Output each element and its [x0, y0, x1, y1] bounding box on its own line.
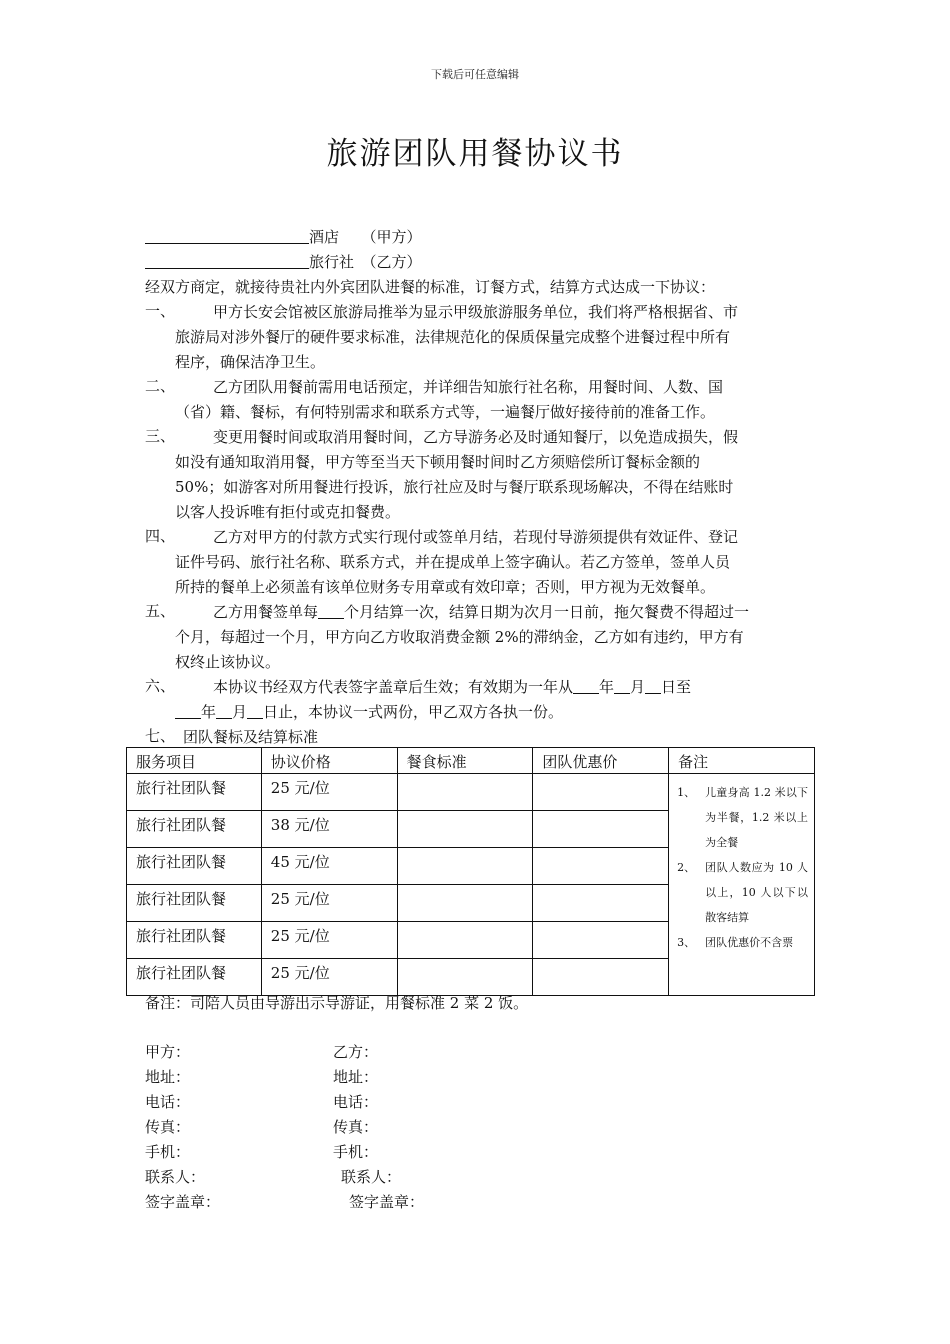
- clause-text: 证件号码、旅行社名称、联系方式，并在提成单上签字确认。若乙方签单，签单人员: [175, 553, 731, 571]
- party-b-line: [145, 250, 810, 275]
- party-b-field-label: 乙方：: [333, 1043, 379, 1061]
- start-year-blank[interactable]: [573, 676, 599, 694]
- rate-table: [126, 747, 815, 996]
- meal-standard-cell[interactable]: [397, 774, 533, 811]
- clause-text: 乙方团队用餐前需用电话预定，并详细告知旅行社名称，用餐时间、人数、国: [213, 378, 724, 396]
- clause-text: 本协议书经双方代表签字盖章后生效；有效期为一年从: [213, 678, 574, 696]
- end-day-blank[interactable]: [247, 701, 263, 719]
- clause-6: [145, 675, 810, 725]
- party-b-field-label: 联系人：: [341, 1168, 402, 1186]
- price-cell: 25 元/位: [261, 885, 397, 922]
- party-a-blank[interactable]: [145, 226, 309, 244]
- service-item-cell: 旅行社团队餐: [127, 959, 262, 996]
- signature-row: [145, 1190, 424, 1215]
- clause-number: 二、: [145, 377, 176, 395]
- table-header-row: [127, 748, 815, 774]
- party-a-label: 酒店 （甲方）: [309, 228, 422, 246]
- clause-text: 旅游局对涉外餐厅的硬件要求标准，法律规范化的保质保量完成整个进餐过程中所有: [175, 328, 731, 346]
- remark-text: 儿童身高 1.2 米以下为半餐，1.2 米以上为全餐: [705, 786, 808, 849]
- column-header: 餐食标准: [397, 748, 533, 774]
- party-a-field-label: 电话：: [145, 1093, 191, 1111]
- group-discount-cell[interactable]: [533, 959, 669, 996]
- clause-text: 个月，每超过一个月，甲方向乙方收取消费金额 2%的滞纳金，乙方如有违约，甲方有: [175, 628, 744, 646]
- clause-text: 以客人投诉唯有拒付或克扣餐费。: [175, 503, 401, 521]
- clause-text: 变更用餐时间或取消用餐时间，乙方导游务必及时通知餐厅，以免造成损失，假: [213, 428, 739, 446]
- months-blank[interactable]: [318, 601, 344, 619]
- clause-text: 个月结算一次，结算日期为次月一日前，拖欠餐费不得超过一: [344, 603, 750, 621]
- party-a-field-label: 联系人：: [145, 1168, 206, 1186]
- meal-standard-cell[interactable]: [397, 885, 533, 922]
- clause-number: 七、: [145, 727, 176, 745]
- remark-number: 3、: [677, 936, 696, 949]
- clause-5: [145, 600, 810, 675]
- clause-text: 团队餐标及结算标准: [183, 728, 319, 746]
- group-discount-cell[interactable]: [533, 811, 669, 848]
- remark-item: [677, 855, 808, 930]
- service-item-cell: 旅行社团队餐: [127, 848, 262, 885]
- intro-text: 经双方商定，就接待贵社内外宾团队进餐的标准，订餐方式，结算方式达成一下协议：: [145, 278, 716, 296]
- clause-text: 乙方对甲方的付款方式实行现付或签单月结，若现付导游须提供有效证件、登记: [213, 528, 739, 546]
- party-b-field-label: 手机：: [333, 1143, 379, 1161]
- party-b-label: 旅行社 （乙方）: [309, 253, 422, 271]
- group-discount-cell[interactable]: [533, 922, 669, 959]
- clause-number: 一、: [145, 302, 176, 320]
- meal-standard-cell[interactable]: [397, 811, 533, 848]
- header-note: 下载后可任意编辑: [431, 68, 519, 81]
- meal-standard-cell[interactable]: [397, 959, 533, 996]
- year-label: 年: [201, 703, 217, 721]
- party-b-field-label: 签字盖章：: [349, 1193, 425, 1211]
- price-cell: 45 元/位: [261, 848, 397, 885]
- clause-number: 四、: [145, 527, 176, 545]
- party-b-field-label: 电话：: [333, 1093, 379, 1111]
- month-label: 月: [630, 678, 646, 696]
- remark-number: 2、: [677, 861, 696, 874]
- party-a-field-label: 手机：: [145, 1143, 191, 1161]
- clause-text: 程序，确保洁净卫生。: [175, 353, 326, 371]
- party-a-field-label: 传真：: [145, 1118, 191, 1136]
- service-item-cell: 旅行社团队餐: [127, 774, 262, 811]
- remark-text: 团队人数应为 10 人以上，10 人以下以散客结算: [705, 861, 808, 924]
- meal-standard-cell[interactable]: [397, 848, 533, 885]
- remark-number: 1、: [677, 786, 696, 799]
- clause-number: 三、: [145, 427, 176, 445]
- start-day-blank[interactable]: [645, 676, 661, 694]
- agreement-body: [145, 225, 810, 750]
- day-label: 日至: [661, 678, 692, 696]
- clause-3: [145, 425, 810, 525]
- column-header: 团队优惠价: [533, 748, 669, 774]
- clause-text: 日止，本协议一式两份，甲乙双方各执一份。: [263, 703, 564, 721]
- service-item-cell: 旅行社团队餐: [127, 885, 262, 922]
- party-a-field-label: 地址：: [145, 1068, 191, 1086]
- signature-row: [145, 1115, 424, 1140]
- clause-text: 权终止该协议。: [175, 653, 281, 671]
- party-b-field-label: 传真：: [333, 1118, 379, 1136]
- remarks-cell: [669, 774, 815, 996]
- column-header: 备注: [669, 748, 815, 774]
- clause-4: [145, 525, 810, 600]
- clause-text: 乙方用餐签单每: [213, 603, 319, 621]
- price-cell: 25 元/位: [261, 774, 397, 811]
- clause-1: [145, 300, 810, 375]
- price-cell: 25 元/位: [261, 959, 397, 996]
- remark-item: [677, 930, 808, 955]
- service-item-cell: 旅行社团队餐: [127, 811, 262, 848]
- clause-number: 六、: [145, 677, 176, 695]
- column-header: 协议价格: [261, 748, 397, 774]
- start-month-blank[interactable]: [614, 676, 630, 694]
- group-discount-cell[interactable]: [533, 848, 669, 885]
- table-note: 备注：司陪人员由导游出示导游证，用餐标准 2 菜 2 饭。: [145, 994, 529, 1012]
- meal-standard-cell[interactable]: [397, 922, 533, 959]
- group-discount-cell[interactable]: [533, 885, 669, 922]
- remark-item: [677, 780, 808, 855]
- document-title: 旅游团队用餐协议书: [326, 136, 624, 172]
- signature-row: [145, 1040, 424, 1065]
- month-label: 月: [232, 703, 248, 721]
- service-item-cell: 旅行社团队餐: [127, 922, 262, 959]
- party-a-line: [145, 225, 810, 250]
- party-b-field-label: 地址：: [333, 1068, 379, 1086]
- end-month-blank[interactable]: [216, 701, 232, 719]
- clause-text: 如没有通知取消用餐，甲方等至当天下顿用餐时间时乙方须赔偿所订餐标金额的: [175, 453, 701, 471]
- group-discount-cell[interactable]: [533, 774, 669, 811]
- signature-row: [145, 1065, 424, 1090]
- table-row: [127, 774, 815, 811]
- clause-2: [145, 375, 810, 425]
- price-cell: 38 元/位: [261, 811, 397, 848]
- party-a-field-label: 签字盖章：: [145, 1193, 221, 1211]
- clause-number: 五、: [145, 602, 176, 620]
- remark-text: 团队优惠价不含票: [705, 936, 794, 949]
- price-cell: 25 元/位: [261, 922, 397, 959]
- end-year-blank[interactable]: [175, 701, 201, 719]
- party-b-blank[interactable]: [145, 251, 309, 269]
- clause-text: 甲方长安会馆被区旅游局推举为显示甲级旅游服务单位，我们将严格根据省、市: [213, 303, 739, 321]
- party-a-field-label: 甲方：: [145, 1043, 191, 1061]
- year-label: 年: [599, 678, 615, 696]
- signature-row: [145, 1090, 424, 1115]
- column-header: 服务项目: [127, 748, 262, 774]
- signature-row: [145, 1140, 424, 1165]
- clause-text: 所持的餐单上必须盖有该单位财务专用章或有效印章；否则，甲方视为无效餐单。: [175, 578, 716, 596]
- signature-block: [145, 1040, 424, 1215]
- signature-row: [145, 1165, 424, 1190]
- clause-text: （省）籍、餐标，有何特别需求和联系方式等，一遍餐厅做好接待前的准备工作。: [175, 403, 716, 421]
- clause-text: 50%；如游客对所用餐进行投诉，旅行社应及时与餐厅联系现场解决，不得在结账时: [175, 478, 734, 496]
